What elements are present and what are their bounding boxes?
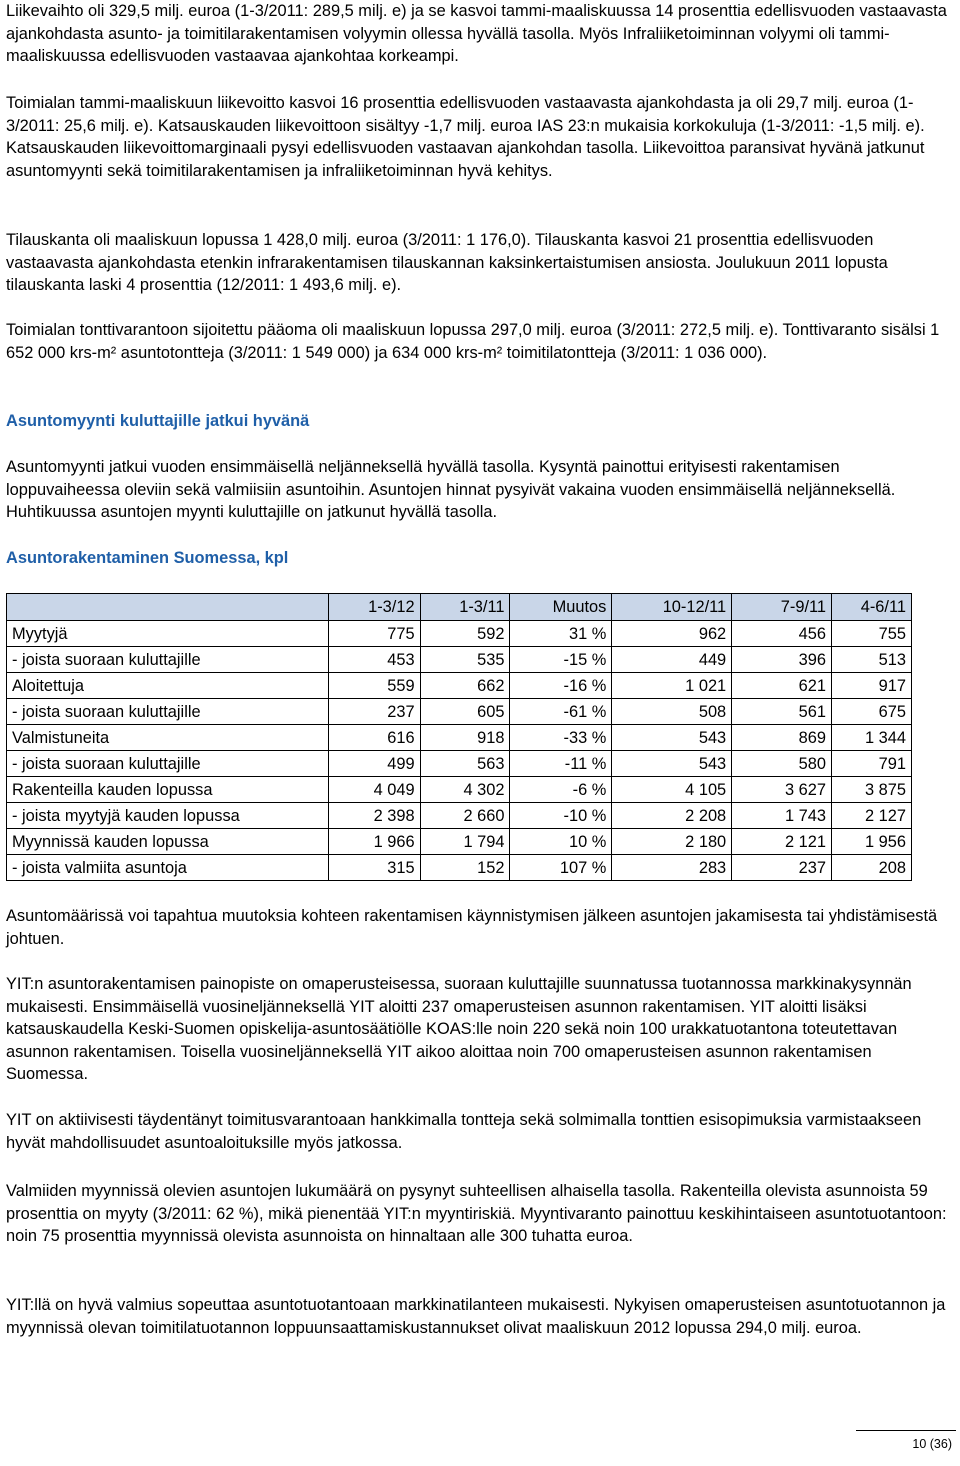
page-number: 10 (36) [912, 1437, 952, 1451]
table-cell: 535 [420, 647, 510, 673]
table-row [7, 855, 912, 881]
section-heading-asuntorakentaminen: Asuntorakentaminen Suomessa, kpl [6, 549, 289, 567]
table-row-label: - joista suoraan kuluttajille [7, 751, 329, 777]
paragraph-liikevaihto: Liikevaihto oli 329,5 milj. euroa (1-3/2011: 289,5 milj. e) ja se kasvoi tammi-maaliskuussa 14 prosenttia edellisvuoden vastaavasta ajankohdasta asunto- ja toimitilarakentamisen volyymin ollessa hyvällä tasolla. Myös Infraliiketoiminnan volyymi oli tammi-maaliskuussa edellisvuoden vastaavaa ajankohtaa korkeampi. [6, 2, 947, 65]
footer-divider [856, 1430, 956, 1431]
table-cell: 315 [328, 855, 420, 881]
table-cell: 675 [832, 699, 912, 725]
table-header-cell: 1-3/12 [328, 594, 420, 621]
table-row-label: Myytyjä [7, 621, 329, 647]
paragraph-asuntomyynti: Asuntomyynti jatkui vuoden ensimmäisellä neljänneksellä hyvällä tasolla. Kysyntä painottui erityisesti rakentamisen loppuvaiheessa oleviin sekä valmiisiin asuntoihin. Asuntojen hinnat pysyivät vakaina vuoden ensimmäisellä neljänneksellä. Huhtikuussa asuntojen myynti kuluttajille on jatkunut hyvällä tasolla. [6, 458, 896, 521]
table-cell: 449 [612, 647, 732, 673]
table-row [7, 647, 912, 673]
table-cell: -33 % [510, 725, 612, 751]
table-cell: 2 180 [612, 829, 732, 855]
table-cell: 499 [328, 751, 420, 777]
table-row [7, 673, 912, 699]
table-cell: 152 [420, 855, 510, 881]
paragraph-tontit: YIT on aktiivisesti täydentänyt toimitusvarantoaan hankkimalla tontteja sekä solmimalla tonttien esisopimuksia varmistaakseen hyvät mahdollisuudet asuntoaloituksille myös jatkossa. [6, 1111, 922, 1152]
paragraph-asuntomaarat: Asuntomäärissä voi tapahtua muutoksia kohteen rakentamisen käynnistymisen jälkeen asuntojen jakamisesta tai yhdistämisestä johtuen. [6, 907, 938, 948]
table-cell: 2 660 [420, 803, 510, 829]
table-header-cell [7, 594, 329, 621]
table-cell: 918 [420, 725, 510, 751]
table-header-cell: 10-12/11 [612, 594, 732, 621]
table-header-row [7, 594, 912, 621]
table-cell: 775 [328, 621, 420, 647]
table-row-label: Valmistuneita [7, 725, 329, 751]
table-cell: -6 % [510, 777, 612, 803]
table-cell: 4 105 [612, 777, 732, 803]
table-cell: -61 % [510, 699, 612, 725]
table-cell: 107 % [510, 855, 612, 881]
table-cell: 1 743 [732, 803, 832, 829]
table-cell: -16 % [510, 673, 612, 699]
paragraph-myyntivaranto: Valmiiden myynnissä olevien asuntojen lukumäärä on pysynyt suhteellisen alhaisella tasolla. Rakenteilla olevista asunnoista 59 prosenttia on myyty (3/2011: 62 %), mikä pienentää YIT:n myyntiriskiä. Myyntivaranto painottuu keskihintaiseen asuntotuotantoon: noin 75 prosenttia myynnissä olevista asunnoista on hinnaltaan alle 300 tuhatta euroa. [6, 1182, 947, 1245]
table-header-cell: 4-6/11 [832, 594, 912, 621]
paragraph-tonttivaranto: Toimialan tonttivarantoon sijoitettu pääoma oli maaliskuun lopussa 297,0 milj. euroa (3/2011: 272,5 milj. e). Tonttivaranto sisälsi 1 652 000 krs-m² asuntotontteja (3/2011: 1 549 000) ja 634 000 krs-m² toimitilatontteja (3/2011: 1 036 000). [6, 321, 940, 362]
housing-table-wrapper [6, 593, 912, 881]
table-cell: 563 [420, 751, 510, 777]
table-cell: 962 [612, 621, 732, 647]
table-cell: 208 [832, 855, 912, 881]
table-header-cell: Muutos [510, 594, 612, 621]
table-cell: 869 [732, 725, 832, 751]
section-heading-asuntomyynti: Asuntomyynti kuluttajille jatkui hyvänä [6, 412, 310, 430]
table-cell: 396 [732, 647, 832, 673]
table-cell: 508 [612, 699, 732, 725]
table-cell: 31 % [510, 621, 612, 647]
table-row [7, 829, 912, 855]
table-cell: 621 [732, 673, 832, 699]
housing-table [6, 593, 912, 881]
table-cell: 592 [420, 621, 510, 647]
table-row-label: Aloitettuja [7, 673, 329, 699]
table-cell: 3 875 [832, 777, 912, 803]
table-cell: 605 [420, 699, 510, 725]
table-cell: 4 302 [420, 777, 510, 803]
paragraph-sopeutus: YIT:llä on hyvä valmius sopeuttaa asuntotuotantoaan markkinatilanteen mukaisesti. Nykyisen omaperusteisen asuntotuotannon ja myynnissä olevan toimitilatuotannon loppuunsaattamiskustannukset olivat maaliskuun 2012 lopussa 294,0 milj. euroa. [6, 1296, 946, 1337]
table-cell: 456 [732, 621, 832, 647]
table-row-label: Rakenteilla kauden lopussa [7, 777, 329, 803]
table-cell: 10 % [510, 829, 612, 855]
table-row-label: - joista suoraan kuluttajille [7, 647, 329, 673]
table-cell: 616 [328, 725, 420, 751]
table-row-label: Myynnissä kauden lopussa [7, 829, 329, 855]
table-cell: 237 [328, 699, 420, 725]
table-row [7, 751, 912, 777]
table-row [7, 699, 912, 725]
table-cell: 513 [832, 647, 912, 673]
table-cell: 453 [328, 647, 420, 673]
table-cell: 791 [832, 751, 912, 777]
table-cell: 283 [612, 855, 732, 881]
table-header-cell: 1-3/11 [420, 594, 510, 621]
table-header-cell: 7-9/11 [732, 594, 832, 621]
table-cell: 1 344 [832, 725, 912, 751]
table-row [7, 621, 912, 647]
table-cell: 3 627 [732, 777, 832, 803]
table-row-label: - joista valmiita asuntoja [7, 855, 329, 881]
table-cell: 543 [612, 725, 732, 751]
table-row-label: - joista suoraan kuluttajille [7, 699, 329, 725]
table-cell: 662 [420, 673, 510, 699]
table-row [7, 777, 912, 803]
table-cell: 2 121 [732, 829, 832, 855]
table-cell: 1 966 [328, 829, 420, 855]
table-cell: 561 [732, 699, 832, 725]
table-cell: -15 % [510, 647, 612, 673]
table-row [7, 725, 912, 751]
table-cell: 2 208 [612, 803, 732, 829]
table-cell: 1 956 [832, 829, 912, 855]
table-cell: 1 794 [420, 829, 510, 855]
table-cell: -10 % [510, 803, 612, 829]
table-row-label: - joista myytyjä kauden lopussa [7, 803, 329, 829]
table-cell: 917 [832, 673, 912, 699]
table-cell: 237 [732, 855, 832, 881]
table-cell: 2 127 [832, 803, 912, 829]
table-cell: 2 398 [328, 803, 420, 829]
table-cell: 755 [832, 621, 912, 647]
table-row [7, 803, 912, 829]
table-cell: 580 [732, 751, 832, 777]
table-cell: 4 049 [328, 777, 420, 803]
table-cell: 1 021 [612, 673, 732, 699]
table-cell: 559 [328, 673, 420, 699]
table-cell: -11 % [510, 751, 612, 777]
paragraph-liikevoitto: Toimialan tammi-maaliskuun liikevoitto kasvoi 16 prosenttia edellisvuoden vastaavasta ajankohdasta ja oli 29,7 milj. euroa (1-3/2011: 25,6 milj. e). Katsauskauden liikevoittoon sisältyy -1,7 milj. euroa IAS 23:n mukaisia korkokuluja (1-3/2011: -1,5 milj. e). Katsauskauden liikevoittomarginaali pysyi edellisvuoden vastaavan ajankohdan tasolla. Liikevoittoa paransivat hyvänä jatkunut asuntomyynti sekä toimitilarakentamisen ja infraliiketoiminnan hyvä kehitys. [6, 94, 925, 180]
table-cell: 543 [612, 751, 732, 777]
paragraph-painopiste: YIT:n asuntorakentamisen painopiste on omaperusteisessa, suoraan kuluttajille suunnatussa tuotannossa markkinakysynnän mukaisesti. Ensimmäisellä vuosineljänneksellä YIT aloitti 237 omaperusteisen asunnon rakentamisen. YIT aloitti lisäksi katsauskaudella Keski-Suomen opiskelija-asuntosäätiölle KOAS:lle noin 220 sekä noin 100 urakkatuotantona toteutettavan asunnon rakentamisen. Toisella vuosineljänneksellä YIT aikoo aloittaa noin 700 omaperusteisen asunnon rakentamisen Suomessa. [6, 975, 912, 1083]
paragraph-tilauskanta: Tilauskanta oli maaliskuun lopussa 1 428,0 milj. euroa (3/2011: 1 176,0). Tilauskanta kasvoi 21 prosenttia edellisvuoden vastaavasta ajankohdasta etenkin infrarakentamisen tilauskannan kaksinkertaistumisen ansiosta. Joulukuun 2011 lopusta tilauskanta laski 4 prosenttia (12/2011: 1 493,6 milj. e). [6, 231, 888, 294]
